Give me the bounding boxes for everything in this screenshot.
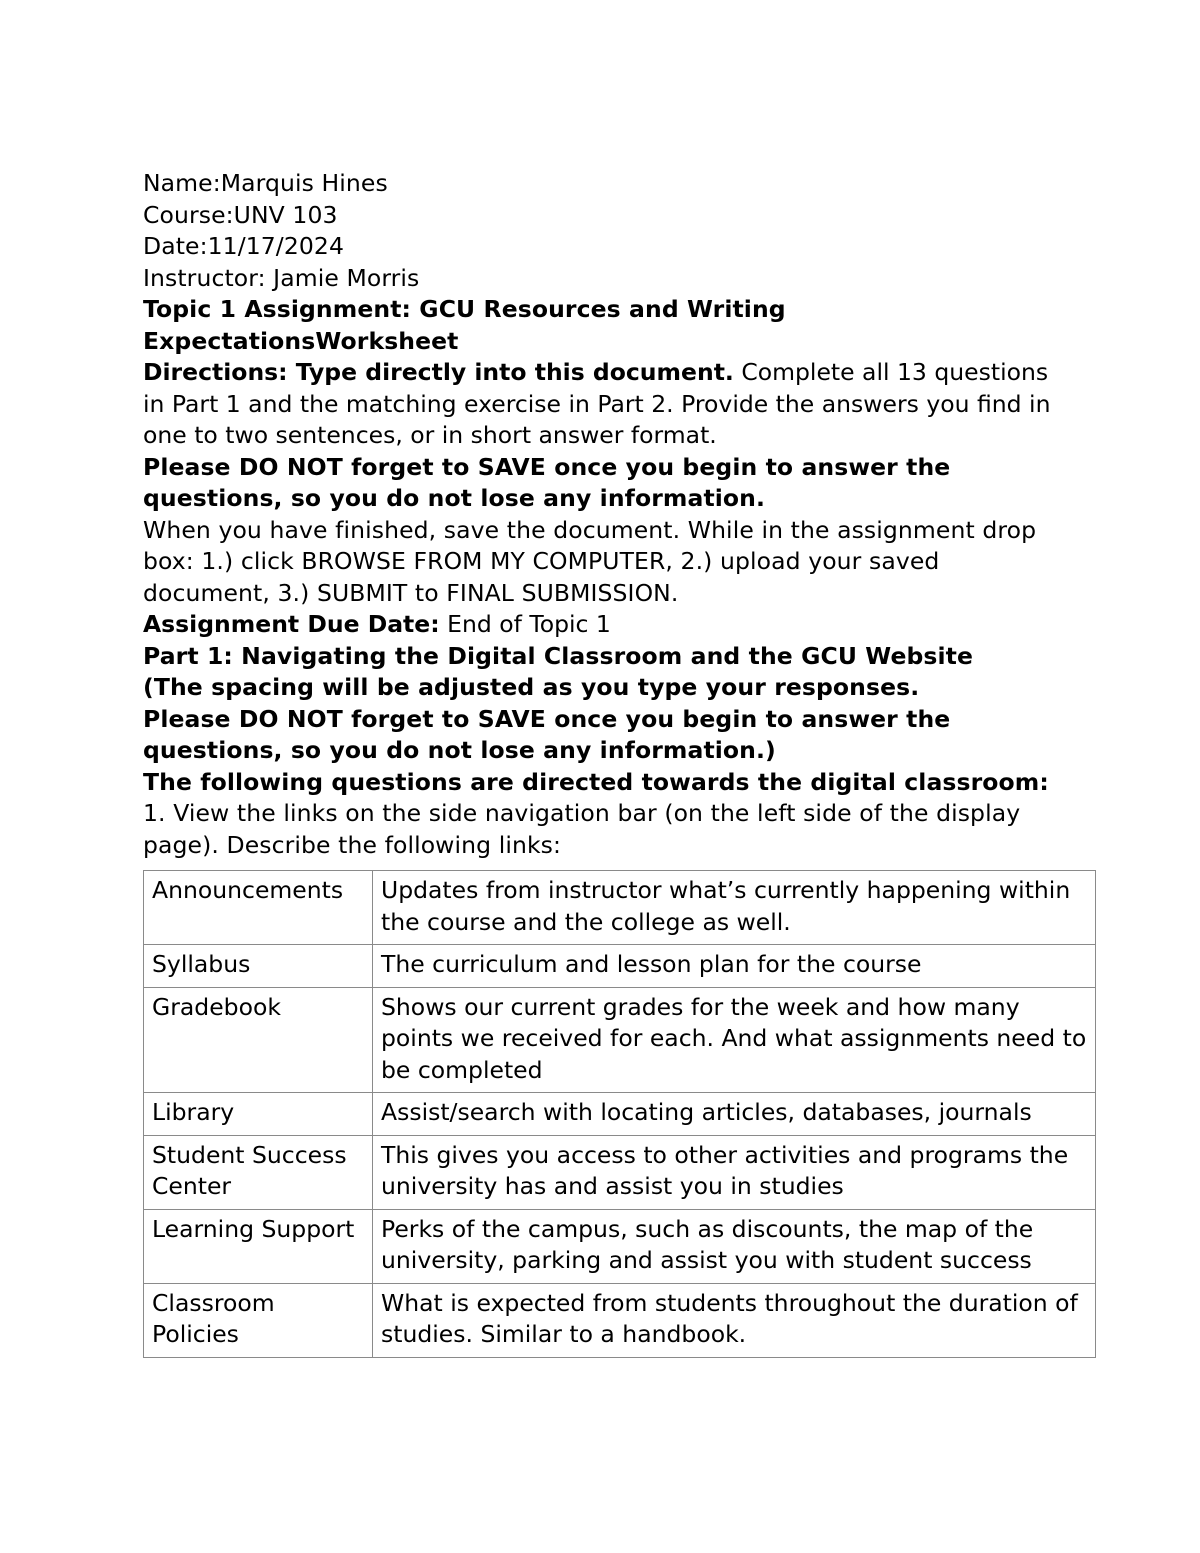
- table-cell-link: Library: [144, 1093, 373, 1136]
- table-cell-description: Perks of the campus, such as discounts, the map of the university, parking and assist you with student success: [373, 1209, 1096, 1283]
- table-row: [144, 1209, 1096, 1283]
- question-1: 1. View the links on the side navigation bar (on the left side of the display page). Describe the following links:: [143, 799, 1028, 859]
- part1-heading: Part 1: Navigating the Digital Classroom and the GCU Website: [143, 641, 974, 670]
- table-cell-description: What is expected from students throughout the duration of studies. Similar to a handbook.: [373, 1283, 1096, 1357]
- table-cell-link: Learning Support: [144, 1209, 373, 1283]
- table-row: [144, 987, 1096, 1093]
- directions-text: Complete all 13 questions in Part 1 and the matching exercise in Part 2. Provide the answers you find in one to two sentences, or in short answer format.: [143, 358, 1051, 449]
- links-description-table: [143, 870, 1096, 1358]
- student-name-line: Name:Marquis Hines: [143, 169, 388, 197]
- table-cell-link: Classroom Policies: [144, 1283, 373, 1357]
- assignment-title-line-1: Topic 1 Assignment: GCU Resources and Writing: [143, 295, 786, 323]
- part1-note: (The spacing will be adjusted as you type your responses.: [143, 673, 920, 701]
- table-cell-description: This gives you access to other activities and programs the university has and assist you in studies: [373, 1135, 1096, 1209]
- table-cell-description: The curriculum and lesson plan for the course: [373, 945, 1096, 988]
- assignment-title-line-2: ExpectationsWorksheet: [143, 326, 459, 355]
- table-cell-description: Shows our current grades for the week and how many points we received for each. And what assignments need to be completed: [373, 987, 1096, 1093]
- directions-paragraph: [143, 357, 1060, 452]
- save-warning: Please DO NOT forget to SAVE once you begin to answer the questions, so you do not lose any information.: [143, 452, 959, 512]
- table-row: [144, 1283, 1096, 1357]
- table-cell-description: Updates from instructor what’s currently happening within the course and the college as well.: [373, 871, 1096, 945]
- table-row: [144, 945, 1096, 988]
- table-row: [144, 1135, 1096, 1209]
- table-cell-description: Assist/search with locating articles, databases, journals: [373, 1093, 1096, 1136]
- course-line: Course:UNV 103: [143, 200, 338, 229]
- submission-instructions: When you have finished, save the document. While in the assignment drop box: 1.) click BROWSE FROM MY COMPUTER, 2.) upload your saved document, 3.) SUBMIT to FINAL SUBMISSION.: [143, 515, 1044, 607]
- instructor-line: Instructor: Jamie Morris: [143, 263, 420, 292]
- table-cell-link: Gradebook: [144, 987, 373, 1093]
- directions-label: Directions: Type directly into this document.: [143, 358, 734, 386]
- table-cell-link: Student Success Center: [144, 1135, 373, 1209]
- directed-questions-heading: The following questions are directed towards the digital classroom:: [143, 767, 1049, 796]
- due-date-paragraph: [143, 609, 1060, 641]
- due-date-value: End of Topic 1: [439, 610, 611, 638]
- table-row: [144, 871, 1096, 945]
- links-description-table-body: [144, 871, 1096, 1358]
- table-row: [144, 1093, 1096, 1136]
- part1-save-warning: Please DO NOT forget to SAVE once you begin to answer the questions, so you do not lose any information.): [143, 704, 959, 764]
- table-cell-link: Announcements: [144, 871, 373, 945]
- date-line: Date:11/17/2024: [143, 232, 345, 260]
- table-cell-link: Syllabus: [144, 945, 373, 988]
- due-date-label: Assignment Due Date:: [143, 610, 440, 638]
